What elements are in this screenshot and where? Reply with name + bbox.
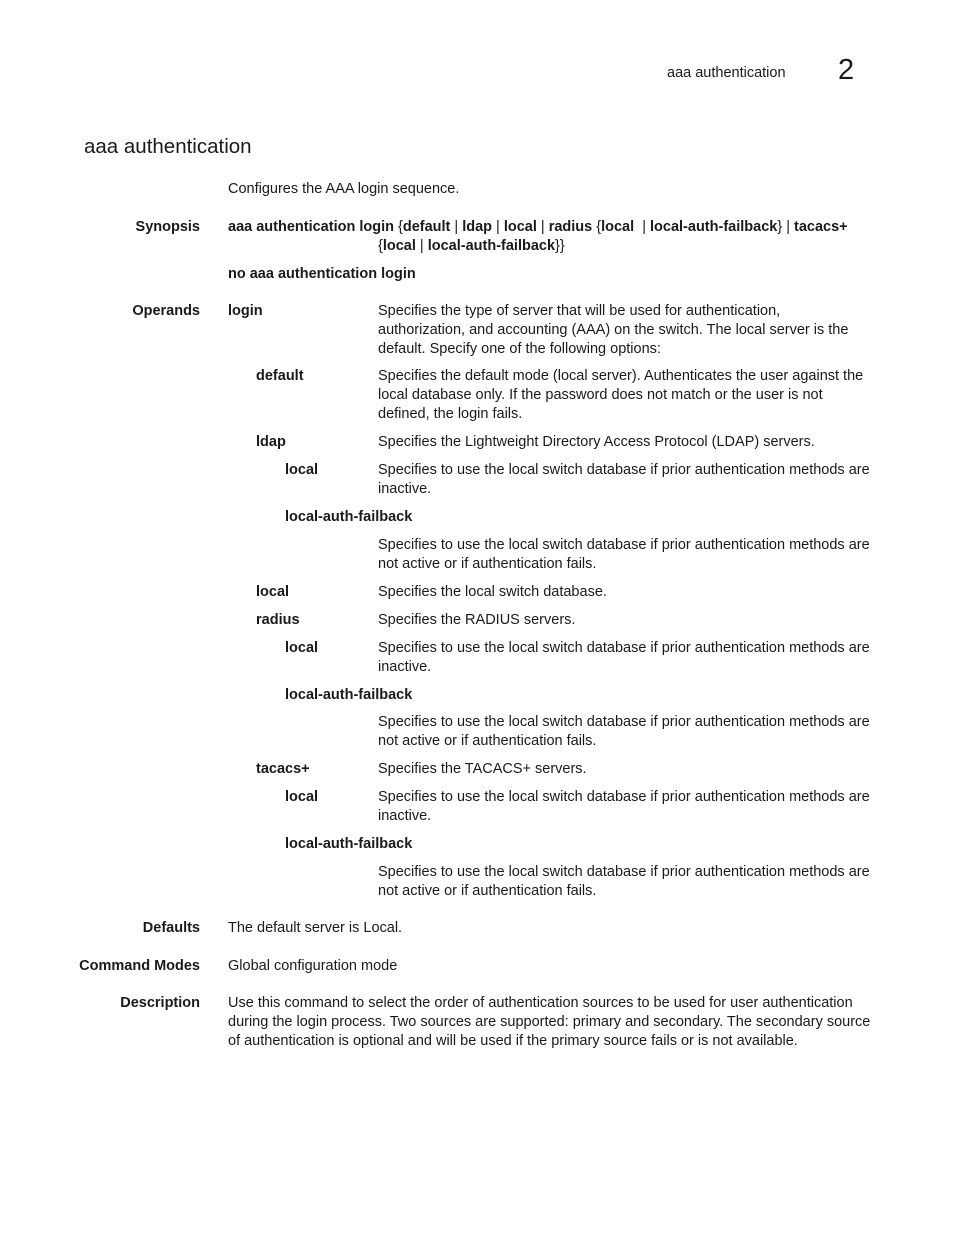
synopsis-line-1	[228, 218, 848, 237]
synopsis-syntax-symbol: {	[398, 219, 403, 235]
operand-desc-ldap-local: Specifies to use the local switch database if prior authentication methods are inactive.	[378, 462, 870, 497]
operand-desc-radius-failback: Specifies to use the local switch database if prior authentication methods are not active or if authentication fails.	[378, 714, 870, 749]
operand-term-radius-local: local	[285, 640, 319, 656]
operand-desc-ldap-failback: Specifies to use the local switch database if prior authentication methods are not active or if authentication fails.	[378, 537, 870, 572]
synopsis-line-2	[378, 237, 565, 256]
synopsis-no-form: no aaa authentication login	[228, 266, 416, 282]
synopsis-keyword: default	[402, 219, 451, 235]
running-header-title: aaa authentication	[667, 65, 786, 81]
synopsis-syntax-symbol: }}	[555, 238, 565, 254]
operand-term-ldap-local: local	[285, 462, 319, 478]
synopsis-syntax-symbol: |	[536, 219, 549, 235]
operand-term-ldap: ldap	[256, 434, 286, 450]
operand-term-tacacs-failback: local-auth-failback	[285, 836, 413, 852]
description-text: Use this command to select the order of authentication sources to be used for user authentication during the login process. Two sources are supported: primary and secondary. The secondary source of authentication is optional and will be used if the primary source fails or is not available.	[228, 995, 871, 1049]
operand-desc-tacacs: Specifies the TACACS+ servers.	[378, 761, 587, 777]
synopsis-syntax-symbol: } |	[777, 219, 794, 235]
synopsis-syntax-symbol: |	[492, 219, 504, 235]
operand-desc-tacacs-failback: Specifies to use the local switch database if prior authentication methods are not active or if authentication fails.	[378, 864, 870, 899]
operand-desc-radius-local: Specifies to use the local switch database if prior authentication methods are inactive.	[378, 640, 870, 675]
synopsis-keyword: local-auth-failback	[427, 238, 556, 254]
operand-term-radius-failback: local-auth-failback	[285, 687, 413, 703]
operand-desc-tacacs-local: Specifies to use the local switch database if prior authentication methods are inactive.	[378, 789, 870, 824]
synopsis-syntax-symbol: {	[592, 219, 602, 235]
command-modes-label: Command Modes	[79, 958, 200, 974]
description-label: Description	[120, 995, 200, 1011]
operand-term-tacacs: tacacs+	[256, 761, 310, 777]
synopsis-keyword: aaa authentication login	[228, 219, 398, 235]
operand-desc-default: Specifies the default mode (local server). Authenticates the user against the local database only. If the password does not match or the user is not defined, the login fails.	[378, 368, 864, 422]
synopsis-syntax-symbol: |	[450, 219, 463, 235]
operand-desc-ldap: Specifies the Lightweight Directory Access Protocol (LDAP) servers.	[378, 434, 815, 450]
operand-desc-local: Specifies the local switch database.	[378, 584, 607, 600]
operand-term-tacacs-local: local	[285, 789, 319, 805]
command-summary: Configures the AAA login sequence.	[228, 181, 460, 197]
synopsis-keyword: local	[382, 238, 416, 254]
chapter-number: 2	[838, 54, 855, 86]
synopsis-label: Synopsis	[135, 219, 200, 235]
operand-term-default: default	[256, 368, 304, 384]
synopsis-keyword: ldap	[462, 219, 493, 235]
defaults-text: The default server is Local.	[228, 920, 403, 936]
synopsis-keyword: tacacs+	[794, 219, 848, 235]
defaults-label: Defaults	[142, 920, 200, 936]
operand-term-ldap-failback: local-auth-failback	[285, 509, 413, 525]
synopsis-syntax-symbol: |	[415, 238, 428, 254]
operand-desc-login: Specifies the type of server that will be used for authentication, authorization, and accounting (AAA) on the switch. The local server is the default. Specify one of the following options:	[378, 303, 849, 357]
operand-term-local: local	[256, 584, 290, 600]
synopsis-syntax-symbol: {	[378, 238, 383, 254]
operand-term-login: login	[228, 303, 263, 319]
synopsis-keyword: local	[601, 219, 635, 235]
operand-term-radius: radius	[256, 612, 300, 628]
command-modes-text: Global configuration mode	[228, 958, 398, 974]
synopsis-syntax-symbol: |	[634, 219, 651, 235]
operand-desc-radius: Specifies the RADIUS servers.	[378, 612, 576, 628]
synopsis-keyword: local	[503, 219, 537, 235]
operands-label: Operands	[132, 303, 200, 319]
synopsis-keyword: radius	[548, 219, 593, 235]
page-title: aaa authentication	[84, 135, 252, 158]
synopsis-keyword: local-auth-failback	[650, 219, 778, 235]
